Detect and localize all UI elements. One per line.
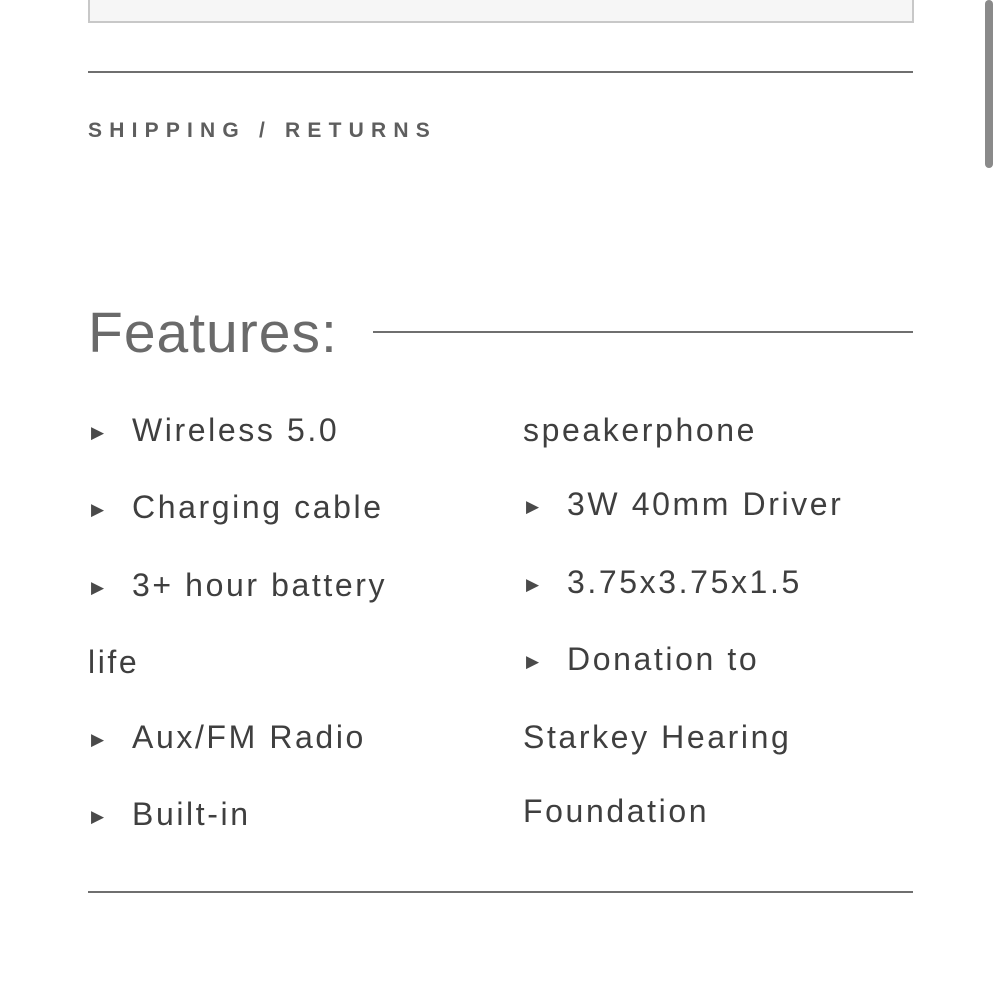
feature-item-wrap (523, 393, 918, 467)
feature-item (523, 545, 918, 622)
feature-item-wrap (523, 700, 918, 774)
feature-item-text: 3W 40mm Driver (567, 486, 844, 523)
triangle-right-icon: ▶ (91, 577, 105, 597)
features-list-container (88, 393, 918, 854)
feature-item-text: speakerphone (523, 412, 758, 448)
feature-item-text: Donation to (567, 641, 760, 678)
section-divider-top (88, 71, 913, 73)
feature-item (88, 777, 483, 854)
feature-item-text: Foundation (523, 793, 710, 830)
triangle-right-icon: ▶ (91, 729, 105, 749)
triangle-right-icon: ▶ (526, 652, 540, 672)
feature-item (88, 393, 483, 470)
features-heading-rule (373, 331, 913, 333)
feature-item-text: Built-in (132, 796, 251, 833)
feature-item-text: Aux/FM Radio (132, 718, 366, 755)
feature-item-text: 3.75x3.75x1.5 (567, 563, 802, 600)
triangle-right-icon: ▶ (91, 807, 105, 827)
feature-item-text: Charging cable (132, 489, 384, 526)
feature-item (88, 548, 483, 625)
triangle-right-icon: ▶ (526, 497, 540, 517)
feature-item-wrap (88, 625, 483, 699)
previous-section-box (88, 0, 914, 23)
feature-item (523, 467, 918, 544)
feature-item (88, 700, 483, 777)
features-heading: Features: (88, 301, 338, 365)
triangle-right-icon: ▶ (91, 423, 105, 442)
triangle-right-icon: ▶ (91, 500, 105, 520)
section-divider-bottom (88, 891, 913, 893)
feature-item (88, 470, 483, 547)
feature-item-text: Wireless 5.0 (132, 412, 340, 448)
triangle-right-icon: ▶ (526, 574, 540, 594)
features-list (88, 393, 918, 854)
feature-item-text: Starkey Hearing (523, 718, 792, 755)
page-scrollbar[interactable] (985, 0, 993, 168)
feature-item-text: life (88, 644, 140, 681)
shipping-returns-link[interactable]: SHIPPING / RETURNS (88, 119, 437, 142)
feature-item-wrap (523, 774, 918, 848)
feature-item (523, 622, 918, 699)
feature-item-text: 3+ hour battery (132, 566, 388, 603)
